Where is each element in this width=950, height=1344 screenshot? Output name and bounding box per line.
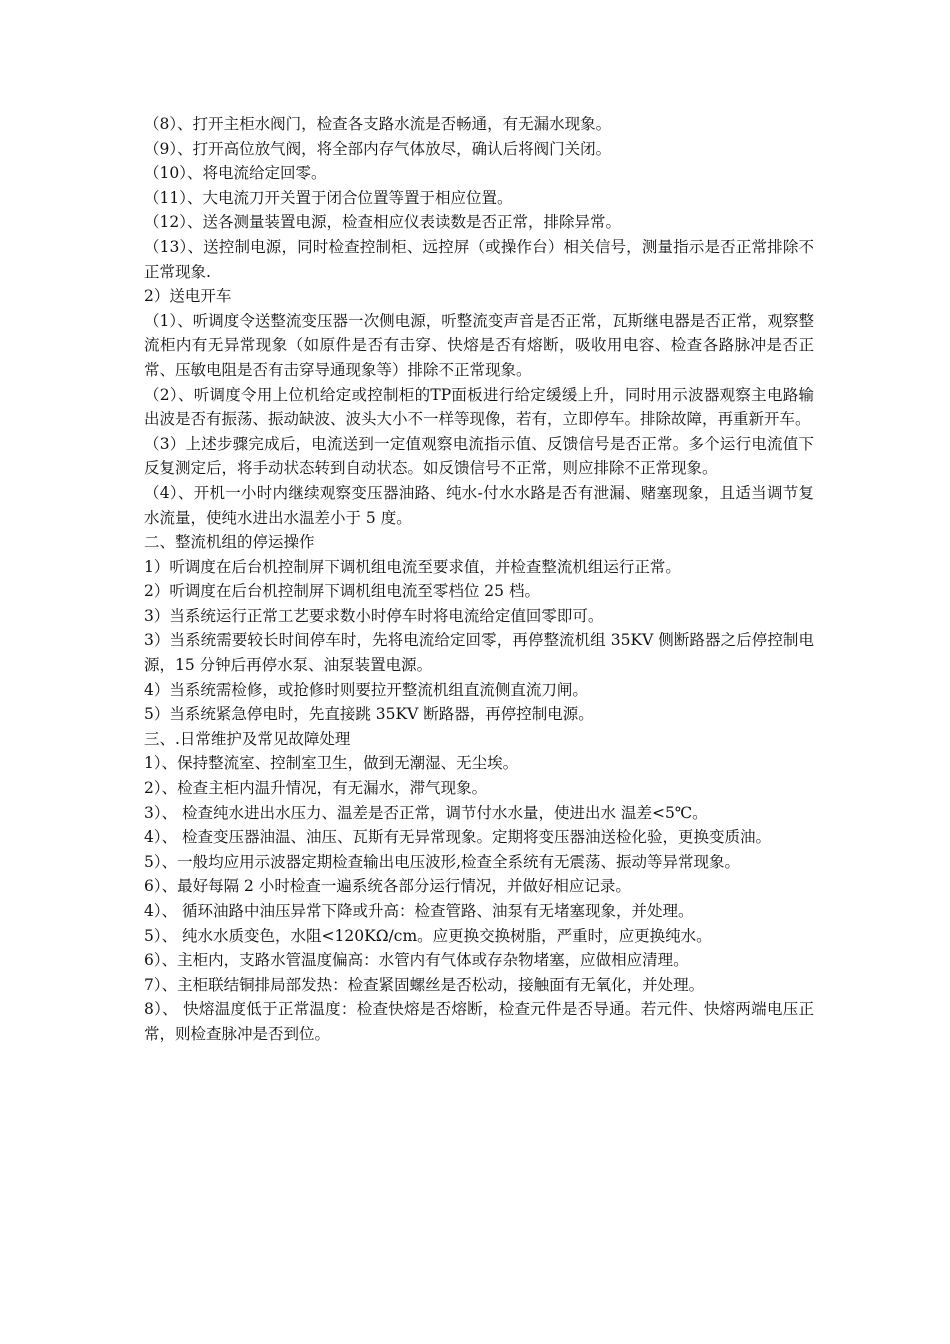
document-page [144,112,814,1047]
paragraph: 3）当系统运行正常工艺要求数小时停车时将电流给定值回零即可。 [144,606,604,625]
paragraph: （10）、将电流给定回零。 [144,164,327,183]
paragraph: （3）上述步骤完成后，电流送到一定值观察电流指示值、反馈信号是否正常。多个运行电流值下反复测定后，将手动状态转到自动状态。如反馈信号不正常，则应排除不正常现象。 [144,434,814,478]
paragraph: 3）、 检查纯水进出水压力、温差是否正常，调节付水水量，使进出水 温差<5℃。 [144,803,708,822]
paragraph: 4）、 检查变压器油温、油压、瓦斯有无异常现象。定期将变压器油送检化验，更换变质油。 [144,828,772,847]
paragraph: （1）、听调度令送整流变压器一次侧电源，听整流变声音是否正常，瓦斯继电器是否正常，观察整流柜内有无异常现象（如原件是否有击穿、快熔是否有熔断，吸收用电容、检查各路脉冲是否正常、压敏电阻是否有击穿导通现象等）排除不正常现象。 [144,311,814,379]
paragraph: （12）、送各测量装置电源，检查相应仪表读数是否正常，排除异常。 [144,213,621,232]
section-heading: 2）送电开车 [144,287,232,306]
paragraph: 2）听调度在后台机控制屏下调机组电流至零档位 25 档。 [144,582,540,601]
paragraph: （11）、大电流刀开关置于闭合位置等置于相应位置。 [144,188,513,207]
paragraph: 7）、主柜联结铜排局部发热：检查紧固螺丝是否松动，接触面有无氧化，并处理。 [144,975,705,994]
paragraph: 6）、主柜内，支路水管温度偏高：水管内有气体或存杂物堵塞，应做相应清理。 [144,951,689,970]
paragraph: 3）当系统需要较长时间停车时，先将电流给定回零，再停整流机组 35KV 侧断路器之后停控制电源，15 分钟后再停水泵、油泵装置电源。 [144,631,814,675]
paragraph: （13）、送控制电源，同时检查控制柜、远控屏（或操作台）相关信号，测量指示是否正常排除不正常现象. [144,237,814,281]
paragraph: （4）、开机一小时内继续观察变压器油路、纯水-付水水路是否有泄漏、赌塞现象，且适当调节复水流量，使纯水进出水温差小于 5 度。 [144,483,814,527]
paragraph: 2）、检查主柜内温升情况，有无漏水，滞气现象。 [144,779,488,798]
section-heading: 三、.日常维护及常见故障处理 [144,729,351,748]
paragraph: （9）、打开高位放气阀，将全部内存气体放尽，确认后将阀门关闭。 [144,139,612,158]
paragraph: 1）听调度在后台机控制屏下调机组电流至要求值，并检查整流机组运行正常。 [144,557,681,576]
section-heading: 二、整流机组的停运操作 [144,533,315,552]
paragraph: 4）当系统需检修，或抢修时则要拉开整流机组直流侧直流刀闸。 [144,680,588,699]
paragraph: （8）、打开主柜水阀门，检查各支路水流是否畅通，有无漏水现象。 [144,115,612,133]
paragraph: 5）、一般均应用示波器定期检查输出电压波形,检查全系统有无震荡、振动等异常现象。 [144,852,741,871]
paragraph: 1）、保持整流室、控制室卫生，做到无潮湿、无尘埃。 [144,754,519,773]
paragraph: （2）、听调度令用上位机给定或控制柜的TP面板进行给定缓缓上升，同时用示波器观察主电路输出波是否有振荡、振动缺波、波头大小不一样等现像，若有，立即停车。排除故障，再重新开车。 [144,385,814,429]
paragraph: 8）、 快熔温度低于正常温度：检查快熔是否熔断，检查元件是否导通。若元件、快熔两端电压正常，则检查脉冲是否到位。 [144,1000,814,1043]
paragraph: 6）、最好每隔 2 小时检查一遍系统各部分运行情况，并做好相应记录。 [144,877,631,896]
paragraph: 5）当系统紧急停电时，先直接跳 35KV 断路器，再停控制电源。 [144,705,594,724]
paragraph: 5）、 纯水水质变色，水阻<120KΩ/cm。应更换交换树脂，严重时，应更换纯水。 [144,926,712,945]
paragraph: 4）、 循环油路中油压异常下降或升高：检查管路、油泵有无堵塞现象，并处理。 [144,902,694,920]
